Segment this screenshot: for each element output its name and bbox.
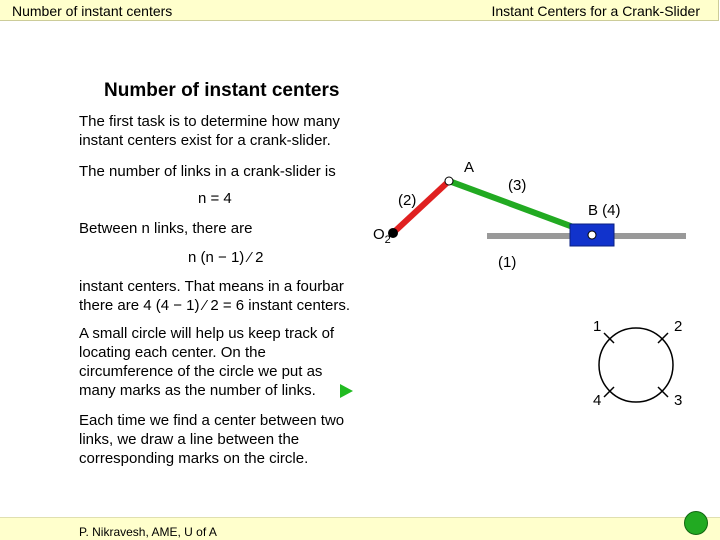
label-ground-1: (1) bbox=[498, 254, 517, 271]
circle-paragraph: A small circle will help us keep track of locating each center. On the circumference of the circle we put as many marks as the number of links. bbox=[79, 325, 335, 399]
header-left-title: Number of instant centers bbox=[12, 3, 173, 19]
draw-line-paragraph: Each time we find a center between two links, we draw a line between the corresponding marks on the circle. bbox=[79, 412, 345, 467]
circle-label-3: 3 bbox=[674, 392, 683, 409]
mark-1 bbox=[604, 333, 614, 343]
mark-4 bbox=[604, 387, 614, 397]
header-right-title: Instant Centers for a Crank-Slider bbox=[491, 3, 700, 19]
label-O2 bbox=[373, 226, 391, 246]
next-slide-button[interactable] bbox=[684, 511, 708, 535]
slide-title: Number of instant centers bbox=[104, 80, 340, 101]
label-A: A bbox=[464, 159, 475, 176]
footer-credit: P. Nikravesh, AME, U of A bbox=[79, 525, 217, 539]
pin-B bbox=[588, 231, 596, 239]
equation-n: n = 4 bbox=[198, 190, 232, 207]
label-O-subscript: 2 bbox=[384, 234, 391, 246]
pin-A bbox=[445, 177, 453, 185]
circle-label-1: 1 bbox=[593, 318, 602, 335]
label-link-2: (2) bbox=[398, 192, 417, 209]
between-paragraph: Between n links, there are bbox=[79, 220, 253, 237]
label-B-4: B (4) bbox=[588, 202, 621, 219]
intro-paragraph: The first task is to determine how many instant centers exist for a crank-slider. bbox=[79, 113, 340, 149]
circle-label-4: 4 bbox=[593, 392, 602, 409]
mark-3 bbox=[658, 387, 668, 397]
formula: n (n − 1) ⁄ 2 bbox=[188, 249, 264, 266]
circle-label-2: 2 bbox=[674, 318, 683, 335]
label-link-3: (3) bbox=[508, 177, 527, 194]
count-paragraph: instant centers. That means in a fourbar there are 4 (4 − 1) ⁄ 2 = 6 instant centers. bbox=[79, 278, 350, 314]
links-paragraph: The number of links in a crank-slider is bbox=[79, 163, 336, 180]
label-O: O bbox=[373, 226, 385, 243]
mark-2 bbox=[658, 333, 668, 343]
